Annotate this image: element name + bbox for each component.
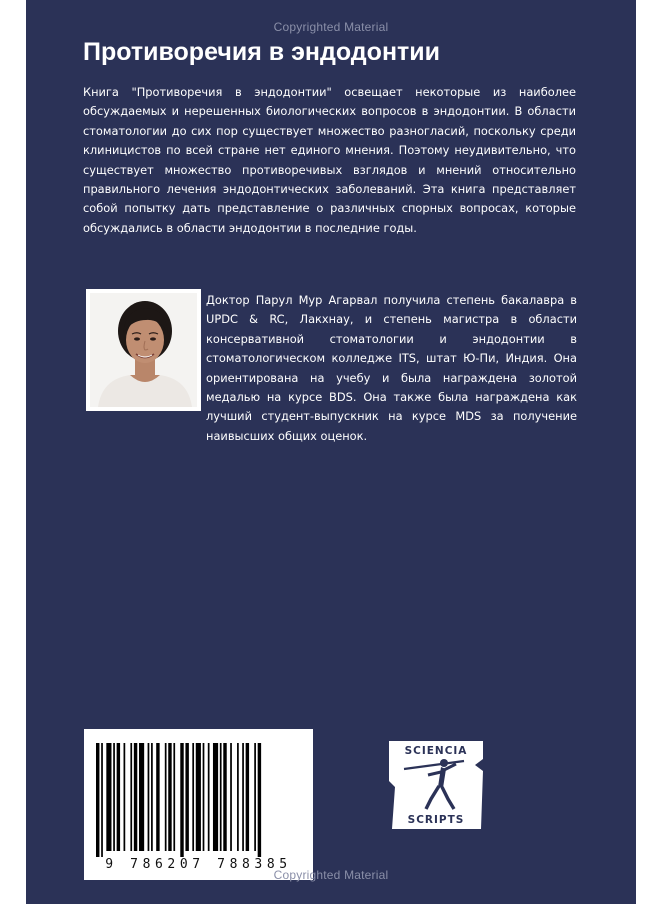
barcode-bar xyxy=(237,743,239,851)
author-portrait-icon xyxy=(90,293,197,407)
barcode-bar xyxy=(223,743,226,851)
barcode-bar xyxy=(148,743,150,851)
barcode-bar xyxy=(139,743,144,851)
barcode-bar xyxy=(134,743,137,851)
publisher-name-line1: SCIENCIA xyxy=(404,745,468,757)
barcode-bar xyxy=(117,743,120,851)
isbn-digits: 9 786207 788385 xyxy=(105,857,292,872)
author-bio: Доктор Парул Мур Агарвал получила степень бакалавра в UPDC & RC, Лакхнау, и степень магистра в области консервативной стоматологии и эндодонтии в стоматологическом колледже ITS, штат Ю-Пи, Индия. Она ориентирована на учебу и была награждена золотой медалью на курсе BDS. Она также была награждена как лучший студент-выпускник на курсе MDS за получение наивысших общих оценок. xyxy=(206,293,577,443)
barcode-bar xyxy=(101,743,103,857)
book-description: Книга "Противоречия в эндодонтии" освещает некоторые из наиболее обсуждаемых и нерешенных биологических вопросов в эндодонтии. В области стоматологии до сих пор существует множество разногласий, поскольку среди клиницистов по всей стране нет единого мнения. Поэтому неудивительно, что существует множество противоречивых взглядов и мнений относительно правильного лечения эндодонтических заболеваний. Эта книга представляет собой попытку дать представление о различных спорных вопросах, которые обсуждались в области эндодонтии в последние годы. xyxy=(83,85,576,235)
publisher-logo xyxy=(386,739,486,831)
barcode-bar xyxy=(192,743,194,851)
barcode-bar xyxy=(203,743,205,851)
watermark-top: Copyrighted Material xyxy=(273,20,389,34)
barcode-bar xyxy=(130,743,132,851)
barcode-bar xyxy=(113,743,115,851)
barcode-bar xyxy=(246,743,249,851)
barcode-bar xyxy=(230,743,232,851)
barcode-bar xyxy=(168,743,171,851)
barcode-bar xyxy=(258,743,261,857)
barcode-bar xyxy=(208,743,210,851)
author-photo xyxy=(86,289,201,411)
isbn-barcode xyxy=(84,729,313,880)
barcode-bar xyxy=(196,743,201,851)
barcode-bar xyxy=(173,743,175,851)
barcode-bar xyxy=(220,743,222,851)
barcode-bar xyxy=(165,743,167,851)
barcode-bar xyxy=(124,743,126,851)
barcode-bar xyxy=(180,743,183,857)
barcode-bar xyxy=(185,743,188,851)
publisher-name-line2: SCRIPTS xyxy=(407,814,465,826)
barcode-bar xyxy=(106,743,111,851)
barcode-bar xyxy=(96,743,99,857)
barcode-bar xyxy=(254,743,256,851)
book-title: Противоречия в эндодонтии xyxy=(83,38,441,66)
watermark-bottom: Copyrighted Material xyxy=(273,868,389,882)
book-back-cover xyxy=(26,0,636,904)
barcode-bar xyxy=(156,743,159,851)
barcode-bar xyxy=(213,743,218,851)
barcode-bar xyxy=(151,743,153,851)
barcode-bar xyxy=(242,743,244,851)
